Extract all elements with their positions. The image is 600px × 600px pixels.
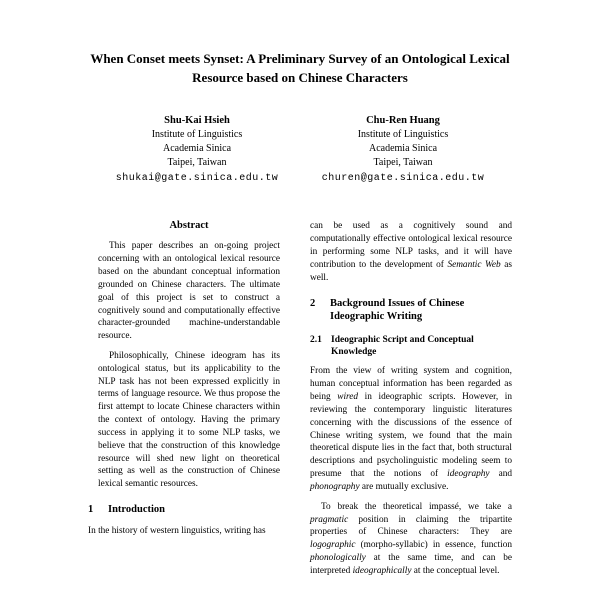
body-paragraph: can be used as a cognitively sound and computationally effective ontological lexical resource in performing some NLP tasks, and it will have contribution to the development of Semantic Web as well. <box>310 221 512 283</box>
author-affiliation-line: Taipei, Taiwan <box>167 157 227 169</box>
section-heading-introduction <box>88 503 290 517</box>
author-block-2 <box>300 114 506 187</box>
body-paragraph: In the history of western linguistics, writing has <box>88 525 266 536</box>
author-affiliation-line: Academia Sinica <box>368 143 438 155</box>
abstract-heading: Abstract <box>169 220 209 232</box>
column-left <box>88 220 290 584</box>
section-title: Ideographic Script and Conceptual Knowledge <box>331 334 474 358</box>
column-right <box>310 220 512 584</box>
section-title: Background Issues of Chinese Ideographic Writing <box>330 297 465 323</box>
section-heading-background <box>310 297 512 324</box>
subsection-heading-ideographic-script <box>310 334 512 359</box>
abstract-paragraph: Philosophically, Chinese ideogram has its ontological status, but its applicability to the NLP task has not been expressed explicitly in terms of language resource. We thus propose the first attempt to locate Chinese characters within the context of ontology. Having the primary success in applying it to some NLP tasks, we believe that the construction of this knowledge resource will shed new light on theoretical setting as well as the construction of Chinese lexical semantic resources. <box>98 351 280 490</box>
body-paragraph: From the view of writing system and cognition, human conceptual information has been regarded as being wired in ideographic scripts. However, in reviewing the contemporary linguistic literatures concerning with the discussions of the essence of Chinese writing system, we found that the main theoretical dispute lies in the fact that, both structural descriptions and psycholinguistic modeling seem to presume that the notions of ideography and phonography are mutually exclusive. <box>310 366 513 492</box>
author-affiliation-line: Academia Sinica <box>162 143 232 155</box>
author-section <box>94 114 506 187</box>
paper-title: When Conset meets Synset: A Preliminary Survey of an Ontological Lexical Resource based on Chinese Characters <box>90 51 510 85</box>
abstract-body <box>88 240 290 491</box>
author-affiliation-line: Taipei, Taiwan <box>373 157 433 169</box>
author-name: Shu-Kai Hsieh <box>164 114 230 126</box>
author-block-1 <box>94 114 300 187</box>
author-affiliation-line: Institute of Linguistics <box>151 129 243 141</box>
body-paragraph: To break the theoretical impassé, we take a pragmatic position in claiming the tripartite properties of Chinese characters: They are logographic (morpho-syllabic) in essence, function phonologically at the same time, and can be interpreted ideographically at the conceptual level. <box>310 501 512 576</box>
author-email: churen@gate.sinica.edu.tw <box>321 173 485 185</box>
author-name: Chu-Ren Huang <box>366 114 440 126</box>
section-title: Introduction <box>108 504 165 516</box>
section-number: 1 <box>88 504 94 516</box>
section-number: 2.1 <box>310 334 322 345</box>
abstract-paragraph: This paper describes an on-going project concerning with an ontological lexical resource based on the abundant conceptual information grounded on Chinese characters. The ultimate goal of this project is set to construct a cognitively sound and computationally effective character-grounded machine-understandable resource. <box>98 241 280 342</box>
section-number: 2 <box>310 297 316 309</box>
two-column-body <box>88 220 512 584</box>
author-email: shukai@gate.sinica.edu.tw <box>115 173 279 185</box>
author-affiliation-line: Institute of Linguistics <box>357 129 449 141</box>
